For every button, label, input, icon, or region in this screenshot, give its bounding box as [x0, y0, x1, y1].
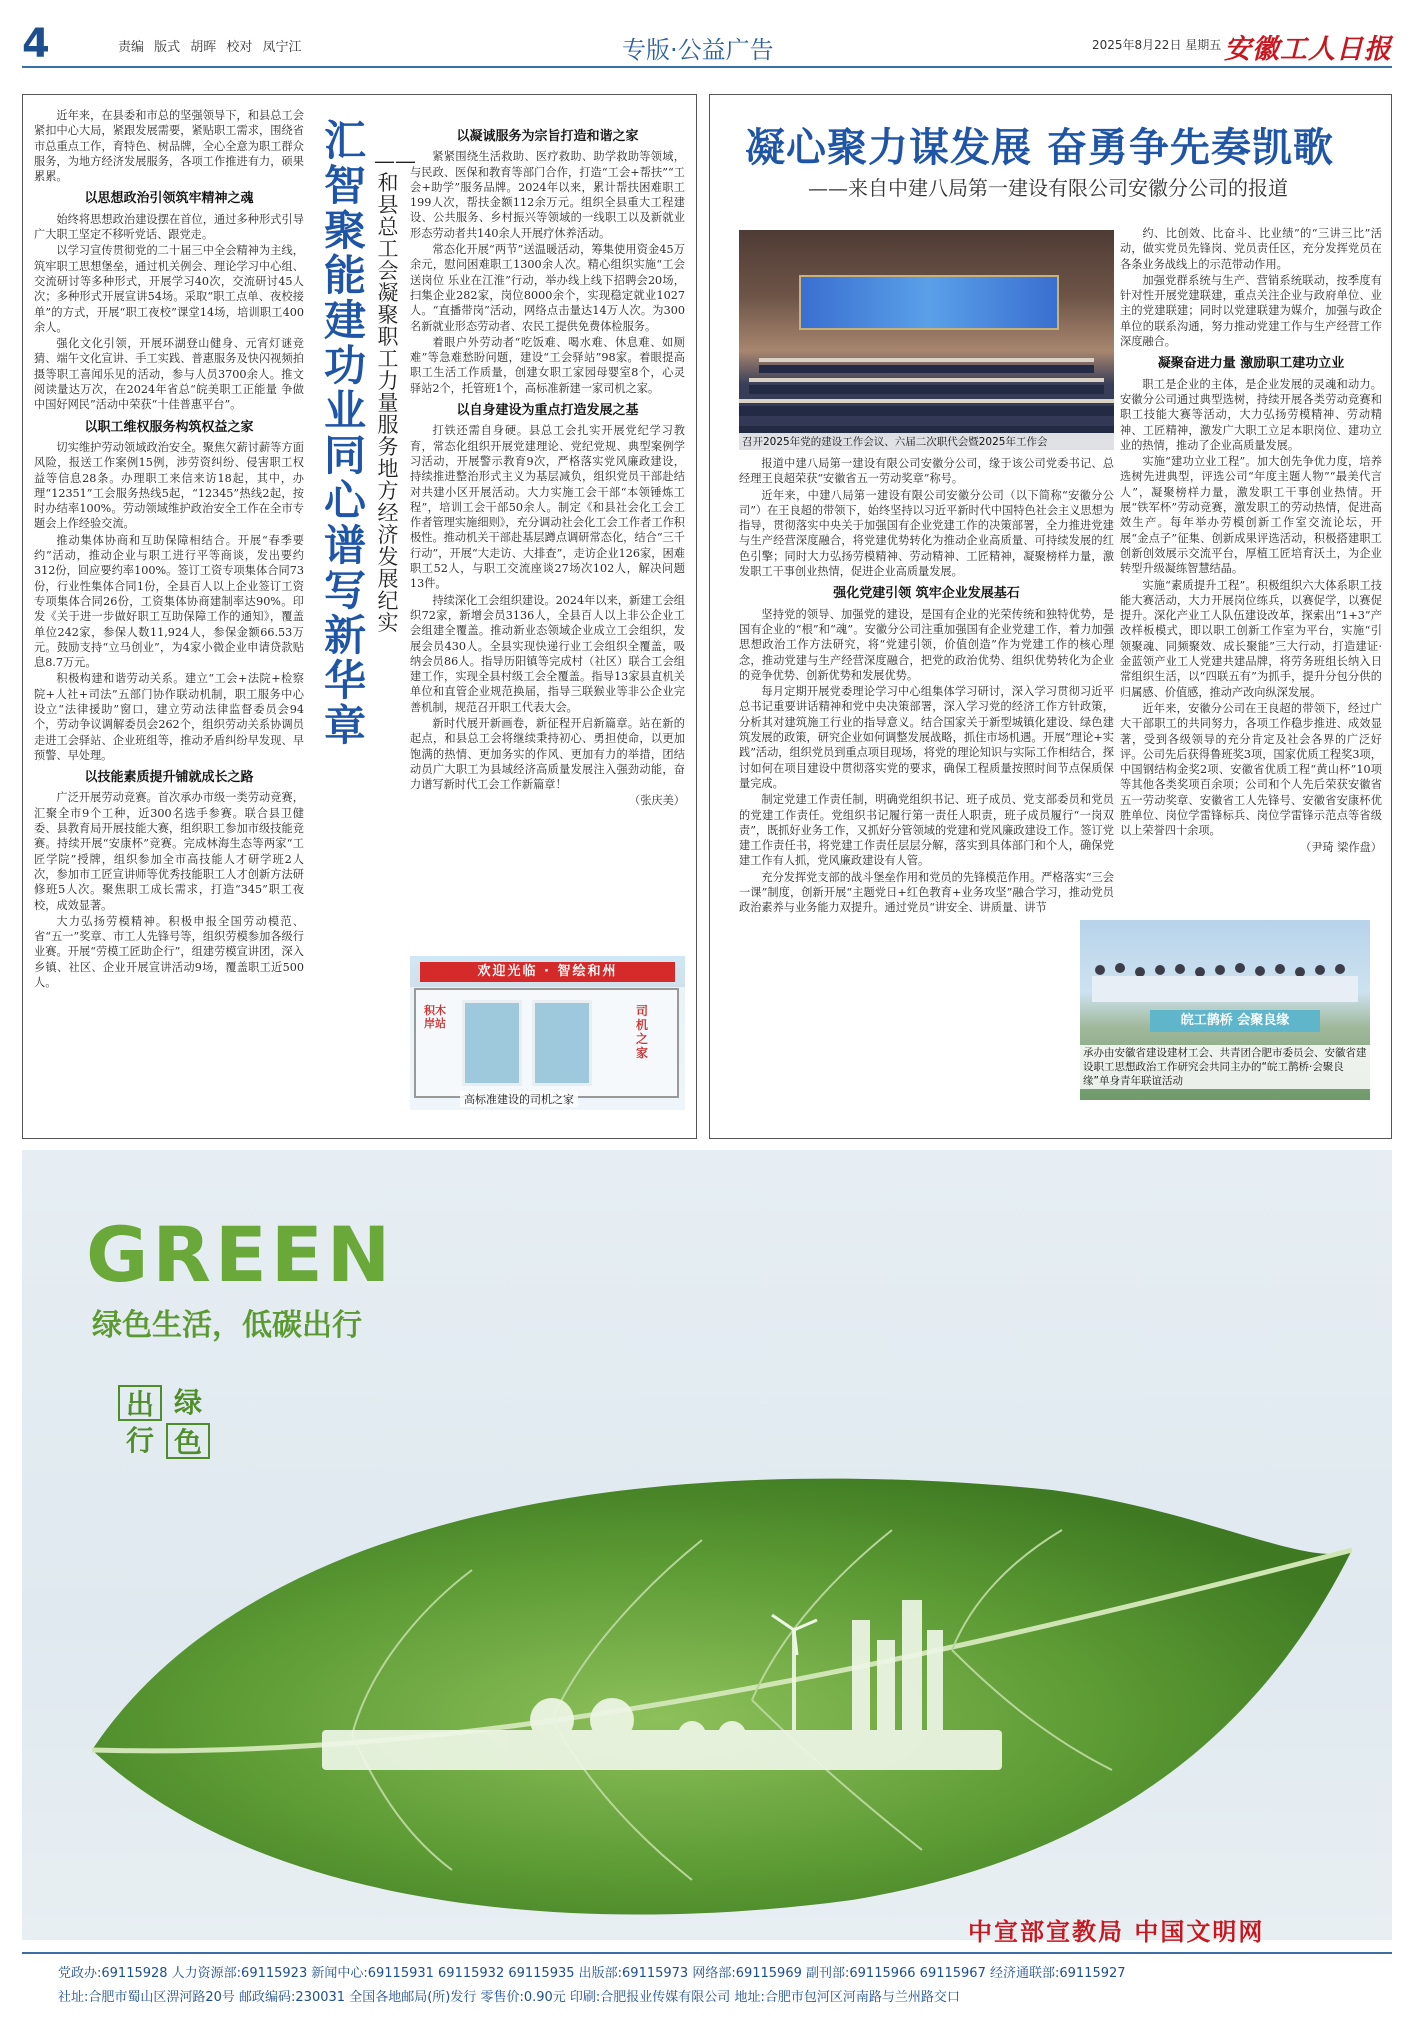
paragraph: 近年来，在县委和市总的坚强领导下，和县总工会紧扣中心大局，紧跟发展需要，紧贴职工需求，围绕省市总重点工作，育特色、树品牌，全心全意为职工群众服务，为地方经济发展服务，各项工作推进有力，硕果累累。: [34, 109, 304, 184]
paragraph: 推动集体协商和互助保障相结合。开展“春季要约”活动，推动企业与职工进行平等商谈，发出要约312份，回应要约率100%。签订工资专项集体合同73份，行业性集体合同1份，全县百人以上企业签订工资专项集体合同26份，工资集体协商建制率达90%。印发《关于进一步做好职工互助保障工作的通知》，覆盖单位242家，参保人数11,924人，参保金额66.53万元。鼓励支持“立马创业”，为4家小微企业申请贷款贴息8.7万元。: [34, 533, 304, 670]
section-heading: 凝聚奋进力量 激励职工建功立业: [1157, 356, 1345, 372]
paragraph: 实施“建功立业工程”。加大创先争优力度，培养选树先进典型，评选公司“年度主题人物”“最美代言人”，凝聚榜样力量，激发职工干事创业热情。开展“铁军杯”劳动竞赛，激发职工的劳动热情，促进高效生产。每年举办劳模创新工作室交流论坛，开展“金点子”征集、创新成果评选活动，积极搭建职工创新创效展示交流平台，厚植工匠培育沃土，为企业转型升级凝练智慧结晶。: [1120, 455, 1382, 576]
paragraph: 新时代展开新画卷，新征程开启新篇章。站在新的起点，和县总工会将继续秉持初心、勇担使命，以更加饱满的热情、更加务实的作风、更加有力的举措，团结动员广大职工为县域经济高质量发展注入强劲动能，奋力谱写新时代工会工作新篇章！: [410, 716, 685, 792]
section-heading: 以凝诚服务为宗旨打造和谐之家: [456, 129, 639, 144]
paragraph: 打铁还需自身硬。县总工会扎实开展党纪学习教育，常态化组织开展党建理论、党纪党规、典型案例学习活动，开展警示教育9次，严格落实党风廉政建设，持续推进整治形式主义为基层减负，组织党员干部赴结对共建小区开展活动。大力实施工会干部“本领锤炼工程”，培训工会干部50余人。制定《和县社会化工会工作者管理实施细则》，充分调动社会化工会工作者工作积极性。推动机关干部赴基层蹲点调研常态化，结合“三千行动”，开展“大走访、大排查”，走访企业126家，困难职工52人，与职工交流座谈27场次102人，解决问题13件。: [410, 424, 685, 591]
paragraph: 制定党建工作责任制，明确党组织书记、班子成员、党支部委员和党员的党建工作责任。党组织书记履行第一责任人职责，班子成员履行“一岗双责”，既抓好业务工作，又抓好分管领域的党建和党风廉政建设工作。签订党建工作责任书，将党建工作责任层层分解，落实到具体部门和个人，确保党建工作有人抓，党风廉政建设有人管。: [739, 793, 1114, 868]
paragraph: 紧紧围绕生活救助、医疗救助、助学救助等领域，与民政、医保和教育等部门合作，打造“工会+帮扶”“工会+助学”服务品牌。2024年以来，累计帮扶困难职工199人次，帮扶金额112余万元。组织全县重大工程建设、公共服务、乡村振兴等领域的一线职工以及新就业形态劳动者共140余人开展疗休养活动。: [410, 150, 685, 240]
page-header: [22, 22, 1392, 68]
station-body: [414, 988, 679, 1098]
section-title: 专版·公益广告: [622, 36, 774, 64]
driver-station-photo: [410, 956, 685, 1110]
left-article-column-1: [34, 108, 304, 1128]
right-article-column-2: [1120, 226, 1382, 916]
footer-contacts: 党政办:69115928 人力资源部:69115923 新闻中心:69115931 69115932 69115935 出版部:69115973 网络部:69115969 副刊部:69115966 69115967 经济通联部:69115927: [58, 1966, 1126, 1981]
station-side-label: 司机之家: [636, 1004, 649, 1060]
editor-credits: 责编 版式 胡晖 校对 凤宁江: [118, 40, 302, 55]
paragraph: 始终将思想政治建设摆在首位，通过多种形式引导广大职工坚定不移听党话、跟党走。: [34, 212, 304, 242]
paragraph: 报道中建八局第一建设有限公司安徽分公司，缘于该公司党委书记、总经理王良超荣获“安徽省五一劳动奖章”称号。: [739, 457, 1114, 486]
paragraph: 常态化开展“两节”送温暖活动，筹集使用资金45万余元，慰问困难职工1300余人次。精心组织实施“工会送岗位 乐业在江淮”行动，举办线上线下招聘会20场，扫集企业282家，岗位8000余个，实现稳定就业1027人。“直播带岗”活动，网络点击量达14万人次。为300名新就业形态劳动者、农民工提供免费体检服务。: [410, 243, 685, 333]
seal-character: 色: [166, 1423, 210, 1459]
station-window: [532, 1000, 592, 1086]
youth-event-photo: [1080, 920, 1370, 1100]
paragraph: 持续深化工会组织建设。2024年以来，新建工会组织72家，新增会员3136人，全县百人以上非公企业工会组建全覆盖。推动新业态领域企业成立工会组织，发展会员430人。全县实现快递行业工会组织全覆盖，吸纳会员86人。指导历阳镇等完成村（社区）联合工会组建工作，实现全县村级工会全覆盖。指导13家县直机关单位和直管企业规范换届，指导三联猴业等非公企业完善机制，规范召开职工代表大会。: [410, 593, 685, 714]
paragraph: 近年来，安徽分公司在王良超的带领下，经过广大干部职工的共同努力，各项工作稳步推进、成效显著，受到各级领导的充分肯定及社会各界的广泛好评。公司先后获得鲁班奖3项，国家优质工程奖3项，中国钢结构金奖2项、安徽省优质工程“黄山杯”10项等其他各类奖项百余项；公司和个人先后荣获安徽省五一劳动奖章、安徽省工人先锋号、安徽省安康杯优胜单位、岗位学雷锋标兵、岗位学雷锋示范点等省级以上荣誉四十余项。: [1120, 701, 1382, 838]
paragraph: 大力弘扬劳模精神。积极申报全国劳动模范、省“五一”奖章、市工人先锋号等，组织劳模参加各级行业赛。开展“劳模工匠助企行”，组建劳模宣讲团，深入乡镇、社区、企业开展宣讲活动9场，覆盖职工近500人。: [34, 914, 304, 990]
station-sign: 欢迎光临 · 智绘和州: [420, 962, 675, 982]
right-article-subtitle: ——来自中建八局第一建设有限公司安徽分公司的报道: [808, 176, 1288, 200]
byline: （张庆美）: [629, 794, 685, 808]
green-leaf-illustration: [52, 1430, 1372, 1940]
section-heading: 以思想政治引领筑牢精神之魂: [84, 191, 254, 207]
photo-caption: 承办由安徽省建设建材工会、共青团合肥市委员会、安徽省建设职工思想政治工作研究会共同主办的“皖工鹊桥·会聚良缘”单身青年联谊活动: [1080, 1045, 1370, 1089]
right-article-title: 凝心聚力谋发展 奋勇争先奏凯歌: [745, 125, 1334, 171]
paragraph: 职工是企业的主体，是企业发展的灵魂和动力。安徽分公司通过典型选树，持续开展各类劳动竞赛和职工技能大赛等活动，大力弘扬劳模精神、劳动精神、工匠精神，激发广大职工立足本职岗位、建功立业的热情，推动了企业高质量发展。: [1120, 377, 1382, 452]
paragraph: 以学习宣传贯彻党的二十届三中全会精神为主线，筑牢职工思想堡垒，通过机关例会、理论学习中心组、交流研讨等多种形式，开展学习40次，交流研讨45人次；多种形式开展宣讲54场。采取“职工点单、夜校接单”的方式，开展“职工夜校”课堂14场，培训职工400余人。: [34, 244, 304, 334]
page-footer: [22, 1952, 1392, 2032]
newspaper-logo: 安徽工人日报: [1224, 34, 1392, 65]
paragraph: 坚持党的领导、加强党的建设，是国有企业的光荣传统和独特优势，是国有企业的“根”和“魂”。安徽分公司注重加强国有企业党建工作，着力加强思想政治工作方法研究，将“党建引领，价值创造”作为党建工作的核心理念，推动党建与生产经营深度融合，把党的政治优势、组织优势转化为企业的竞争优势、创新优势和发展优势。: [739, 607, 1114, 682]
section-heading: 强化党建引领 筑牢企业发展基石: [833, 586, 1020, 602]
right-article-column-1: [739, 456, 1114, 1126]
paragraph: 充分发挥党支部的战斗堡垒作用和党员的先锋模范作用。严格落实“三会一课”制度，创新开展“主题党日+红色教育+业务攻坚”融合学习，推动党员政治素养与业务能力双提升。通过党员“讲安全、讲质量、讲节: [739, 870, 1114, 915]
paragraph: 积极构建和谐劳动关系。建立“工会+法院+检察院+人社+司法”五部门协作联动机制，职工服务中心设立“法律援助”窗口，建立劳动法律监督委员会94个，劳动争议调解委员会262个，组织劳动关系协调员走进工会驿站、企业班组等，推动矛盾纠纷早发现、早预警、早处理。: [34, 672, 304, 762]
section-heading: 以技能素质提升铺就成长之路: [84, 770, 254, 786]
left-article-column-2: [410, 122, 685, 947]
paragraph: 加强党群系统与生产、营销系统联动，按季度有针对性开展党建联建，重点关注企业与政府单位、业主的党建联建；同时以党建联建为媒介，加强与政企单位的联系沟通，努力推动党建工作与生产经营工作深度融合。: [1120, 273, 1382, 349]
paragraph: 约、比创效、比奋斗、比业绩”的“三讲三比”活动，做实党员先锋岗、党员责任区，充分发挥党员在各条业务战线上的示范带动作用。: [1120, 227, 1382, 271]
paragraph: 实施“素质提升工程”。积极组织六大体系职工技能大赛活动，大力开展岗位练兵，以赛促学，以赛促提升。深化产业工人队伍建设改革，探索出“1+3”产改样板模式，即以职工创新工作室为平台，实施“引领聚魂、同频聚效、成长聚能”三大行动，打造建证·金蓝领产业工人党建共建品牌，将劳务班组长纳入日常组织生活，以“四联五有”为抓手，提升分包分供的归属感、价值感，推动产改向纵深发展。: [1120, 578, 1382, 699]
left-article-subtitle: ——和县总工会凝聚职工力量服务地方经济发展纪实: [374, 149, 416, 635]
seal-character: 行: [125, 1424, 154, 1457]
byline: （尹琦 梁作盘）: [1300, 840, 1382, 854]
station-side-label: 积木岸站: [424, 1004, 446, 1030]
paragraph: 近年来，中建八局第一建设有限公司安徽分公司（以下简称“安徽分公司”）在王良超的带领下，始终坚持以习近平新时代中国特色社会主义思想为指导，贯彻落实中央关于加强国有企业党建工作的决策部署，全力推进党建与生产经营深度融合，将党建优势转化为推动企业高质量、可持续发展的红色引擎；同时大力弘扬劳模精神、劳动精神、工匠精神，凝聚榜样力量，激发职工干事创业热情，促进企业高质量发展。: [739, 488, 1114, 579]
section-heading: 以职工维权服务构筑权益之家: [84, 419, 254, 435]
ad-headline: GREEN: [86, 1210, 395, 1299]
audience-rows: [739, 230, 1114, 450]
paragraph: 着眼户外劳动者“吃饭难、喝水难、休息难、如厕难”等急难愁盼问题，建设“工会驿站”98家。着眼提高职工生活工作质量，创建女职工家园母婴室8个，心灵驿站2个，托管班1个，高标准新建一家司机之家。: [410, 335, 685, 395]
seal-character: 出: [118, 1385, 162, 1421]
paragraph: 每月定期开展党委理论学习中心组集体学习研讨，深入学习贯彻习近平总书记重要讲话精神和党中央决策部署，深入学习党的经济工作方针政策，分析其对建筑施工行业的指导意义。结合国家关于新型城镇化建设、绿色建筑发展的政策，研究企业如何调整发展战略，抓住市场机遇。开展“理论+实践”活动，组织党员到重点项目现场，将党的理论知识与实际工作相结合，探讨如何在项目建设中贯彻落实党的要求，确保工程质量按照时间节点保质保量完成。: [739, 685, 1114, 790]
station-window: [462, 1000, 522, 1086]
event-banner: 皖工鹊桥 会聚良缘: [1180, 1013, 1290, 1028]
footer-address: 社址:合肥市蜀山区淠河路20号 邮政编码:230031 全国各地邮局(所)发行 零售价:0.90元 印刷:合肥报业传媒有限公司 地址:合肥市包河区河南路与兰州路交口: [58, 1990, 960, 2005]
paragraph: 切实维护劳动领域政治安全。聚焦欠薪讨薪等方面风险，报送工作案例15例，涉劳资纠纷、侵害职工权益等信息28条。办理职工来信来访18起，其中，办理“12351”工会服务热线5起，“12345”热线2起，按时办结率100%。劳动领域维护政治安全工作在全市专题会上作经验交流。: [34, 440, 304, 531]
ad-sponsor: 中宣部宣教局 中国文明网: [968, 1917, 1265, 1946]
issue-date: 2025年8月22日 星期五: [1092, 38, 1222, 52]
photo-caption: 召开2025年党的建设工作会议、六届二次职代会暨2025年工作会: [739, 433, 1114, 450]
section-heading: 以自身建设为重点打造发展之基: [456, 403, 639, 419]
photo-caption: 高标准建设的司机之家: [460, 1091, 578, 1107]
paragraph: 强化文化引领，开展环湖登山健身、元宵灯谜竞猜、端午文化宣讲、手工实践、普惠服务及快闪视频拍摄等职工喜闻乐见的活动，参与人员3700余人。推文阅读量达万次，在2024年省总“皖美职工正能量 争做中国好网民”活动中荣获“十佳普惠平台”。: [34, 337, 304, 412]
public-service-ad: [22, 1150, 1392, 1946]
left-article-title: 汇智聚能建功业 同心谱写新华章: [323, 116, 366, 750]
ad-slogan: 绿色生活，低碳出行: [92, 1308, 362, 1343]
conference-photo: [739, 230, 1114, 450]
page-number: 4: [22, 21, 50, 67]
seal-character: 绿: [173, 1386, 202, 1419]
paragraph: 广泛开展劳动竞赛。首次承办市级一类劳动竞赛，汇聚全市9个工种，近300名选手参赛。联合县卫健委、县教育局开展技能大赛，组织职工参加市级技能竞赛。持续开展“安康杯”竞赛。完成林海生态等两家“工匠学院”授牌，组织参加全市高技能人才研学班2人次，参加市工匠宣讲师等优秀技能职工人才创新方法研修班5人次。聚焦职工成长需求，打造“345”职工夜校，成效显著。: [34, 791, 304, 912]
